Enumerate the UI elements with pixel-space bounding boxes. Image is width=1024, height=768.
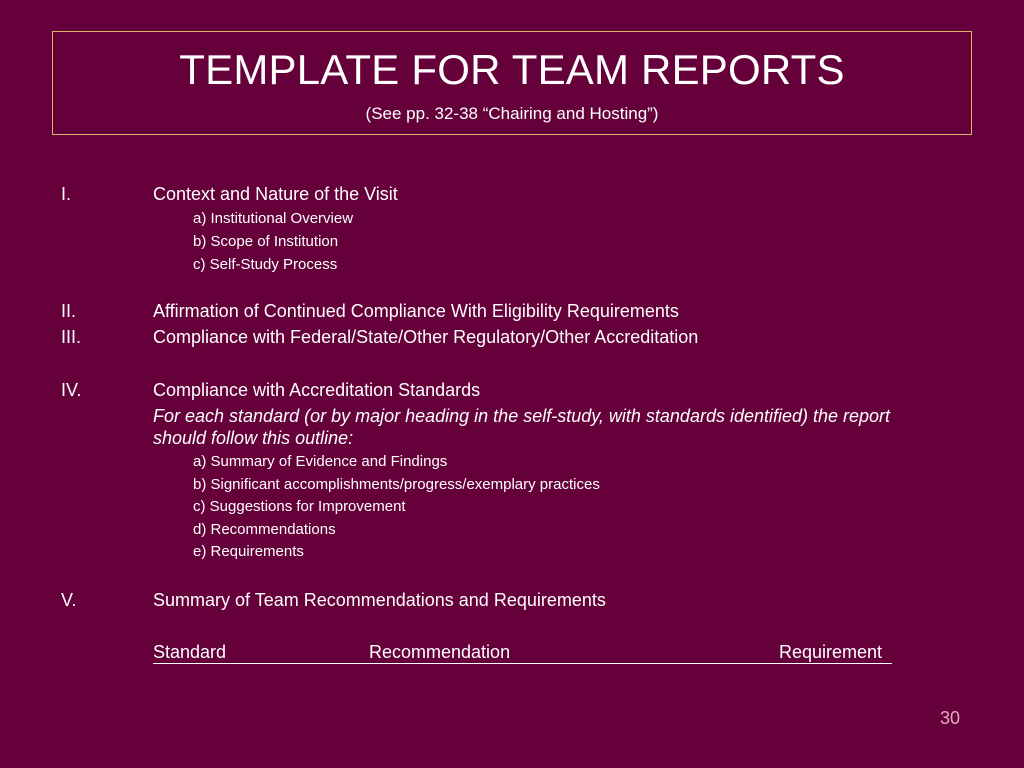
slide-subtitle: (See pp. 32-38 “Chairing and Hosting”) bbox=[365, 104, 659, 123]
section-subitem: b) Significant accomplishments/progress/exemplary practices bbox=[193, 476, 600, 493]
section-numeral: II. bbox=[61, 301, 77, 321]
section-subitem: d) Recommendations bbox=[193, 521, 336, 538]
section-subitem: c) Suggestions for Improvement bbox=[193, 498, 406, 515]
column-header-recommendation: Recommendation bbox=[369, 642, 511, 662]
section-numeral: IV. bbox=[61, 380, 82, 400]
title-box bbox=[52, 31, 972, 135]
section-subitem: c) Self-Study Process bbox=[193, 256, 338, 273]
section-heading: Summary of Team Recommendations and Requirements bbox=[153, 590, 606, 610]
section-heading: Context and Nature of the Visit bbox=[153, 184, 398, 204]
section-heading: Affirmation of Continued Compliance With Eligibility Requirements bbox=[153, 301, 679, 321]
table-header-underline bbox=[153, 663, 892, 664]
section-subitem: a) Summary of Evidence and Findings bbox=[193, 453, 448, 470]
section-subitem: a) Institutional Overview bbox=[193, 210, 354, 227]
column-header-requirement: Requirement bbox=[779, 642, 883, 662]
section-numeral: I. bbox=[61, 184, 72, 204]
page-number: 30 bbox=[940, 708, 961, 728]
section-heading: Compliance with Federal/State/Other Regulatory/Other Accreditation bbox=[153, 327, 699, 347]
section-note: For each standard (or by major heading in the self-study, with standards identified) the report should follow this outline: bbox=[153, 406, 891, 448]
section-numeral: V. bbox=[61, 590, 77, 610]
section-subitem: e) Requirements bbox=[193, 543, 304, 560]
section-numeral: III. bbox=[61, 327, 82, 347]
column-header-standard: Standard bbox=[153, 642, 227, 662]
section-subitem: b) Scope of Institution bbox=[193, 233, 339, 250]
slide-title: TEMPLATE FOR TEAM REPORTS bbox=[179, 46, 845, 93]
section-heading: Compliance with Accreditation Standards bbox=[153, 380, 481, 400]
